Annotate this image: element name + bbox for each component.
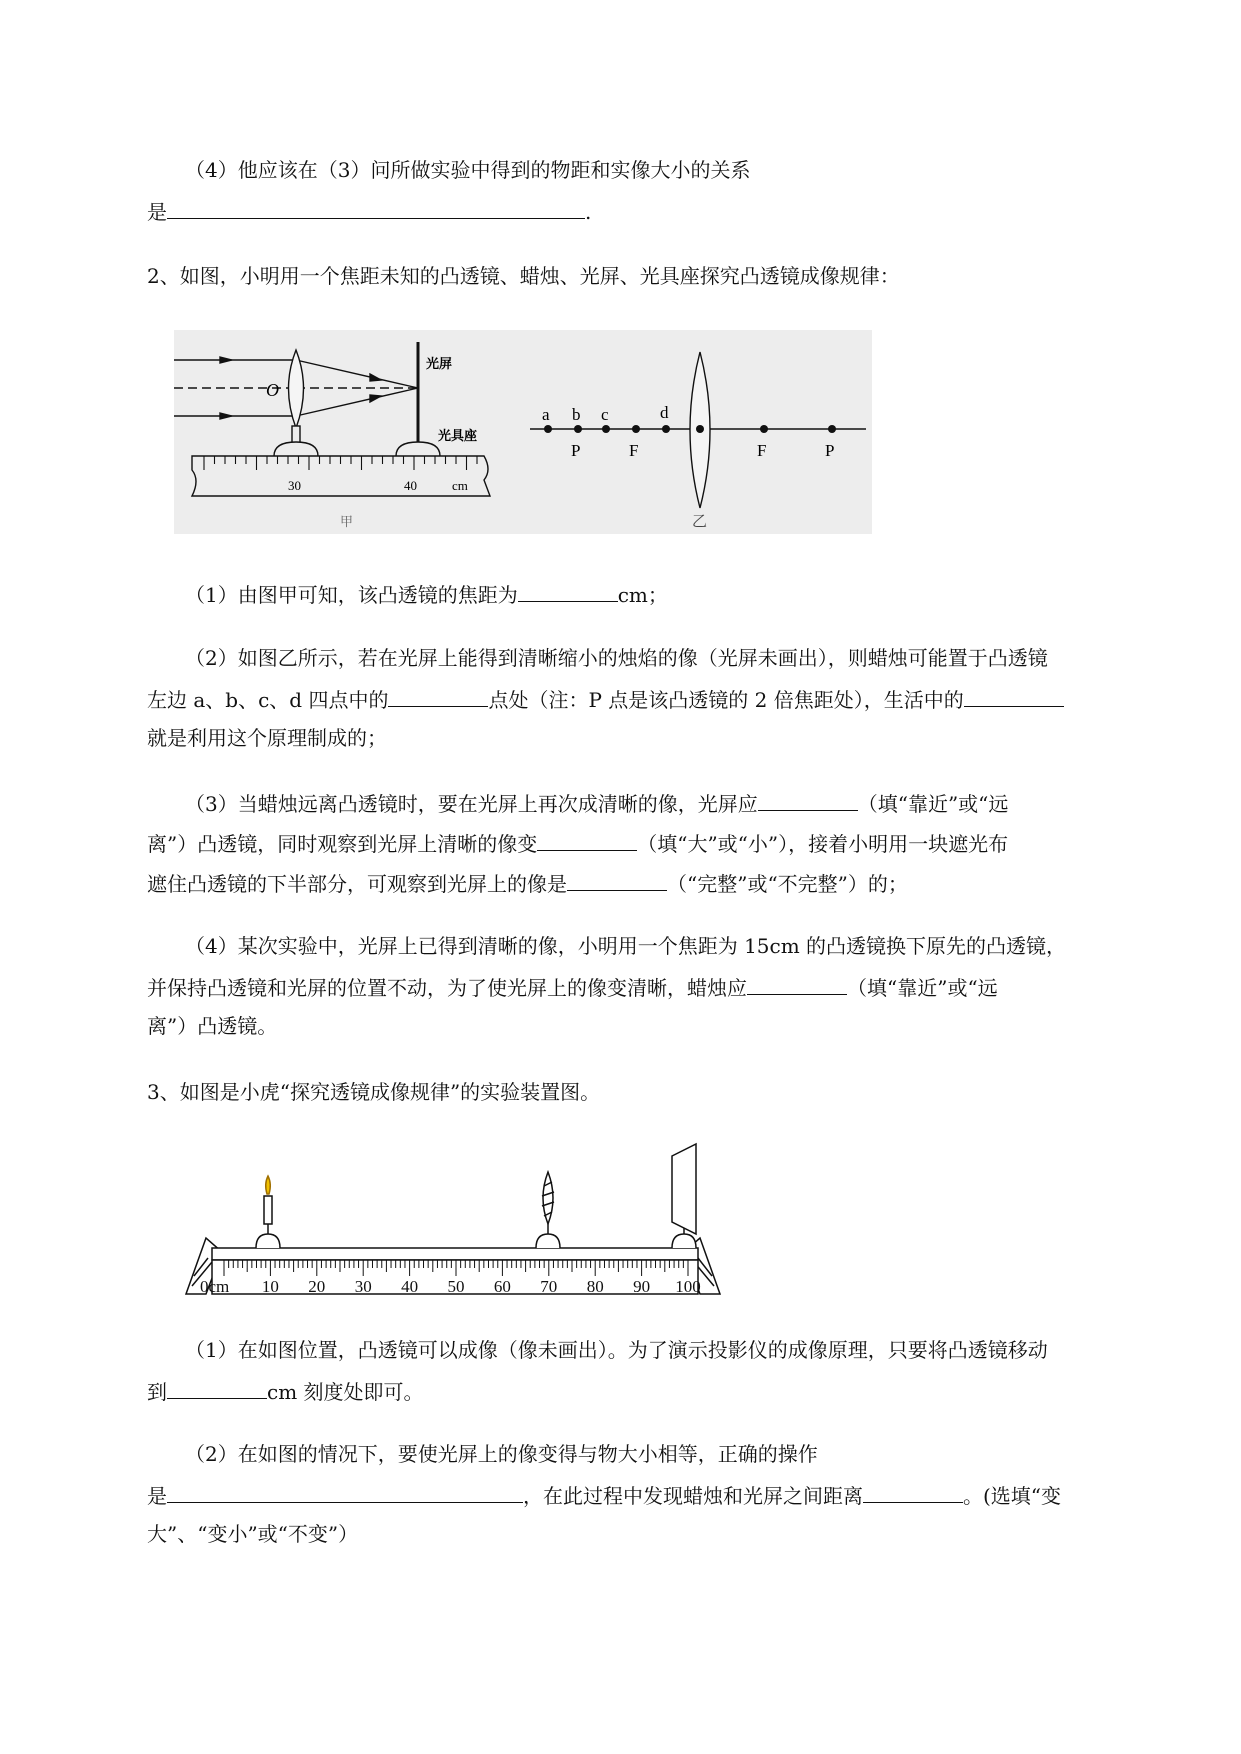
point-c: [602, 425, 610, 433]
q3-p2-text-c: 。(选填“变: [963, 1484, 1062, 1508]
q3-title: 3、如图是小虎“探究透镜成像规律”的实验装置图。: [147, 1080, 601, 1104]
label-f-right: F: [757, 441, 767, 460]
candle: [256, 1176, 280, 1248]
q3-p2-line1: （2）在如图的情况下，要使光屏上的像变得与物大小相等，正确的操作: [185, 1442, 818, 1466]
q2-p3-line1: [185, 788, 1008, 818]
ruler-label: 100: [675, 1277, 701, 1296]
tick-label-40: 40: [404, 478, 417, 493]
q2-p3-text-b: （填“靠近”或“远: [857, 792, 1009, 816]
label-a: a: [542, 405, 550, 424]
q2-p3-blank-screen[interactable]: [758, 788, 858, 811]
q2-p1: [185, 579, 668, 609]
caption-jia: 甲: [340, 514, 354, 529]
light-screen: [672, 1144, 696, 1248]
ruler-label: 60: [493, 1277, 511, 1296]
label-c: c: [601, 405, 609, 424]
q2-figure-svg: [174, 330, 872, 534]
q2-p4-line3: 离”）凸透镜。: [147, 1014, 278, 1038]
q3-figure: [178, 1138, 738, 1298]
ruler-label: 10: [261, 1277, 279, 1296]
point-f-left: [632, 425, 640, 433]
q2-p3-text-c: 离”）凸透镜，同时观察到光屏上清晰的像变: [147, 832, 538, 856]
q3-p2-line2: [147, 1480, 1061, 1510]
q2-p3-blank-complete[interactable]: [567, 868, 667, 891]
q3-p1-blank[interactable]: [167, 1376, 267, 1399]
q2-p2-line3: 就是利用这个原理制成的；: [147, 726, 387, 750]
label-p-left: P: [571, 441, 581, 460]
q1-part4-line2: [147, 196, 591, 226]
q1-part4-answer-blank[interactable]: [167, 196, 585, 219]
label-p-right: P: [825, 441, 835, 460]
label-b: b: [572, 405, 581, 424]
q2-p4-line2: [147, 972, 998, 1002]
ruler-label: 30: [354, 1277, 372, 1296]
q3-p1-text-a: 到: [147, 1380, 167, 1404]
point-a: [544, 425, 552, 433]
q2-p1-text: （1）由图甲可知，该凸透镜的焦距为: [185, 583, 518, 607]
q2-p4-text-b: （填“靠近”或“远: [847, 976, 998, 1000]
q2-p2-text-a: 左边 a、b、c、d 四点中的: [147, 688, 389, 712]
caption-yi: 乙: [692, 514, 708, 530]
q2-p2-line1: （2）如图乙所示，若在光屏上能得到清晰缩小的烛焰的像（光屏未画出），则蜡烛可能置于凸透镜: [185, 646, 1048, 670]
ruler-label: 40: [401, 1277, 419, 1296]
q3-p2-blank-distance[interactable]: [863, 1480, 963, 1503]
q3-p1-line2: [147, 1376, 424, 1406]
lens-center-label: O: [266, 380, 279, 400]
q2-p3-text-e: 遮住凸透镜的下半部分，可观察到光屏上的像是: [147, 872, 567, 896]
q3-p1-text-b: cm 刻度处即可。: [267, 1380, 424, 1404]
tick-label-30: 30: [288, 478, 301, 493]
q2-p3-blank-size[interactable]: [537, 828, 637, 851]
ruler-label: 80: [586, 1277, 604, 1296]
q1-part4-suffix: .: [585, 200, 592, 224]
ruler-label: 0cm: [200, 1277, 230, 1296]
q3-p2-text-b: ，在此过程中发现蜡烛和光屏之间距离: [523, 1484, 863, 1508]
unit-label: cm: [452, 478, 468, 493]
point-d: [662, 425, 670, 433]
q3-p1-line1: （1）在如图位置，凸透镜可以成像（像未画出）。为了演示投影仪的成像原理，只要将凸透镜移动: [185, 1338, 1048, 1362]
ruler-label: 70: [540, 1277, 558, 1296]
bench-label: 光具座: [438, 428, 478, 443]
point-b: [574, 425, 582, 433]
q2-title: 2、如图，小明用一个焦距未知的凸透镜、蜡烛、光屏、光具座探究凸透镜成像规律：: [147, 264, 900, 288]
q3-p2-blank-operation[interactable]: [167, 1480, 523, 1503]
q1-part4-line1: （4）他应该在（3）问所做实验中得到的物距和实像大小的关系: [185, 158, 751, 182]
q3-figure-svg: [178, 1138, 738, 1298]
q3-p2-text-a: 是: [147, 1484, 167, 1508]
q2-p2-text-b: 点处（注：P 点是该凸透镜的 2 倍焦距处），生活中的: [488, 688, 964, 712]
q2-p3-line2: [147, 828, 1008, 858]
q2-p1-blank[interactable]: [518, 579, 618, 602]
label-f-left: F: [629, 441, 639, 460]
q3-p2-line3: 大”、“变小”或“不变”）: [147, 1522, 359, 1546]
q2-p2-line2: [147, 684, 1064, 714]
q2-p4-text-a: 并保持凸透镜和光屏的位置不动，为了使光屏上的像变清晰，蜡烛应: [147, 976, 747, 1000]
screen-label: 光屏: [426, 356, 453, 371]
point-p-right: [828, 425, 836, 433]
ruler-label: 50: [447, 1277, 465, 1296]
point-optical-center: [696, 425, 704, 433]
ruler-label: 90: [633, 1277, 651, 1296]
q2-figure: [174, 330, 872, 534]
q2-p2-blank-point[interactable]: [388, 684, 488, 707]
label-d: d: [660, 403, 669, 422]
convex-lens: [536, 1172, 560, 1248]
q2-p2-blank-device[interactable]: [964, 684, 1064, 707]
q2-p3-line3: [147, 868, 908, 898]
q2-p1-unit: cm；: [617, 583, 668, 607]
q2-p3-text-d: （填“大”或“小”），接着小明用一块遮光布: [637, 832, 1009, 856]
q2-p4-blank[interactable]: [747, 972, 847, 995]
point-f-right: [760, 425, 768, 433]
ruler-label: 20: [308, 1277, 326, 1296]
q2-p4-line1: （4）某次实验中，光屏上已得到清晰的像，小明用一个焦距为 15cm 的凸透镜换下原先的凸透镜，: [185, 934, 1067, 958]
q1-part4-prefix: 是: [147, 200, 167, 224]
q2-p3-text-f: （“完整”或“不完整”）的；: [667, 872, 908, 896]
q2-p3-text-a: （3）当蜡烛远离凸透镜时，要在光屏上再次成清晰的像，光屏应: [185, 792, 758, 816]
